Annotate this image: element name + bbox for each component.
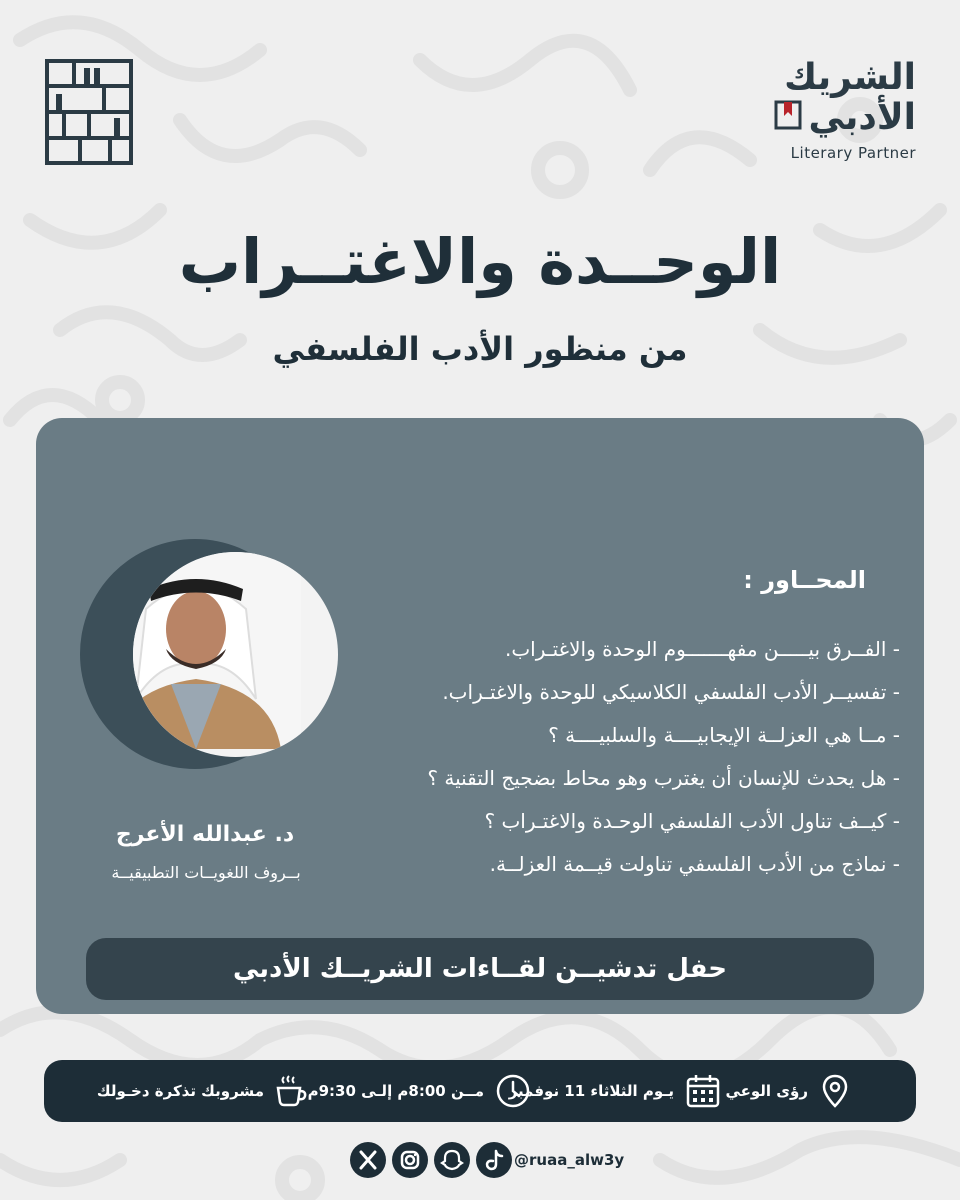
social-links	[350, 1140, 630, 1182]
speaker-photo	[133, 552, 338, 757]
logo-english-text: Literary Partner	[790, 144, 916, 162]
axes-list	[340, 628, 900, 886]
literary-partner-logo	[766, 58, 916, 168]
rooa-alwaei-logo	[44, 58, 134, 166]
calendar-icon	[684, 1072, 722, 1110]
axis-item: - هل يحدث للإنسان أن يغترب وهو محاط بضجيج التقنية ؟	[427, 766, 900, 790]
location-pin-icon	[816, 1072, 854, 1110]
axes-heading: المحــاور :	[743, 566, 866, 594]
page-title: الوحــدة والاغتــراب	[178, 225, 782, 298]
speaker-photo-ring	[80, 539, 310, 769]
logo-arabic-line2: الأدبي	[808, 97, 916, 138]
time-text: مــن 8:00م إلـى 9:30م	[307, 1082, 484, 1100]
axis-item: - تفسيــر الأدب الفلسفي الكلاسيكي للوحدة والاغتـراب.	[442, 680, 900, 704]
ticket-text: مشروبك تذكرة دخـولك	[96, 1082, 264, 1100]
axis-item: - مــا هي العزلــة الإيجابيــــة والسلبيــــة ؟	[548, 723, 900, 747]
speaker-name: د. عبدالله الأعرج	[115, 822, 295, 847]
book-bookmark-icon	[774, 100, 802, 130]
clock-icon	[494, 1072, 532, 1110]
speaker-title: بــروف اللغويــات التطبيقيــة	[111, 863, 301, 882]
page-subtitle: من منظور الأدب الفلسفي	[272, 330, 688, 368]
launch-banner: حفل تدشيــن لقــاءات الشريــك الأدبي	[86, 938, 874, 1000]
tiktok-icon[interactable]	[476, 1142, 512, 1178]
x-icon[interactable]	[350, 1142, 386, 1178]
axis-item: - كيــف تناول الأدب الفلسفي الوحـدة والاغتـراب ؟	[484, 809, 900, 833]
axis-item: - نماذج من الأدب الفلسفي تناولت قيــمة العزلــة.	[489, 852, 900, 876]
logo-arabic-line1: الشريك	[784, 57, 916, 98]
instagram-icon[interactable]	[392, 1142, 428, 1178]
social-handle[interactable]: @ruaa_alw3y	[514, 1151, 625, 1169]
snapchat-icon[interactable]	[434, 1142, 470, 1178]
event-info-bar	[44, 1060, 916, 1122]
event-details-card	[36, 418, 924, 1014]
date-text: يـوم الثلاثاء 11 نوفمبر	[508, 1082, 674, 1100]
axis-item: - الفــرق بيـــــن مفهـــــــوم الوحدة والاغتـراب.	[504, 637, 900, 661]
speaker-portrait	[133, 552, 301, 749]
coffee-cup-icon	[272, 1072, 310, 1110]
location-text: رؤى الوعي	[725, 1082, 808, 1100]
